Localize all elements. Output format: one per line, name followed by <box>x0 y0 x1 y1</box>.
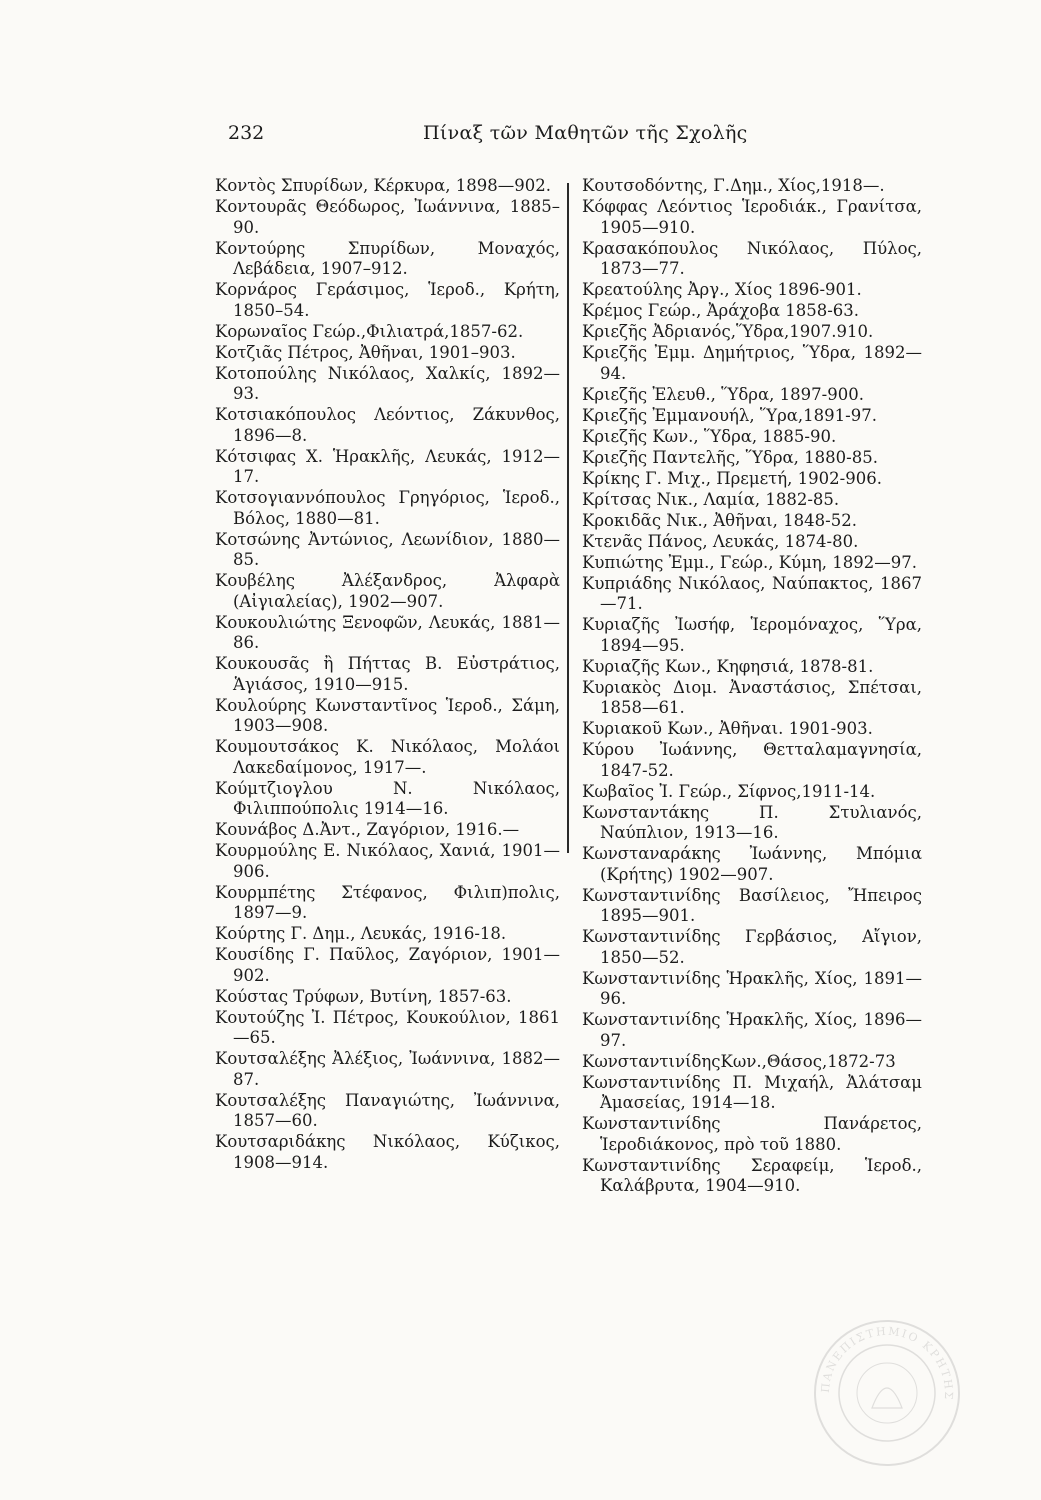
student-entry: Κωνσταντινίδης Ἡρακλῆς, Χίος, 1896—97. <box>582 1010 922 1050</box>
student-entry: Κυπριάδης Νικόλαος, Ναύπακτος, 1867—71. <box>582 573 922 613</box>
student-entry: ΚωνσταντινίδηςΚων.,Θάσος,1872-73 <box>582 1051 896 1071</box>
student-entry: Κριεζῆς Κων., Ὕδρα, 1885-90. <box>582 426 837 446</box>
student-entry: Κουρμπέτης Στέφανος, Φιλιπ)πολις, 1897—9. <box>215 882 560 922</box>
student-entry: Κριεζῆς Ἐλευθ., Ὕδρα, 1897-900. <box>582 384 864 404</box>
student-entry: Κουτσαλέξης Παναγιώτης, Ἰωάννινα, 1857—60. <box>215 1090 560 1130</box>
student-entry: Κουμουτσάκος Κ. Νικόλαος, Μολάοι Λακεδαίμονος, 1917—. <box>215 737 560 777</box>
student-entry: Κούρτης Γ. Δημ., Λευκάς, 1916-18. <box>215 924 507 943</box>
left-column <box>215 176 560 1174</box>
student-entry: Κουβέλης Ἀλέξανδρος, Ἀλφαρὰ (Αἰγιαλείας), 1902—907. <box>215 571 560 611</box>
student-entry: Κότσιφας Χ. Ἡρακλῆς, Λευκάς, 1912—17. <box>215 446 560 486</box>
student-entry: Κουκουσᾶς ἢ Πήττας Β. Εὐστράτιος, Ἁγιάσος, 1910—915. <box>215 654 560 694</box>
student-entry: Κριεζῆς Παντελῆς, Ὕδρα, 1880-85. <box>582 447 878 467</box>
svg-text:ΠΑΝΕΠΙΣΤΗΜΙΟ ΚΡΗΤΗΣ: ΠΑΝΕΠΙΣΤΗΜΙΟ ΚΡΗΤΗΣ <box>818 1324 956 1402</box>
student-entry: Κοτσογιαννόπουλος Γρηγόριος, Ἱεροδ., Βόλος, 1880—81. <box>215 488 560 528</box>
student-entry: Κωνσταντινίδης Γερβάσιος, Αἴγιον, 1850—52. <box>582 927 922 967</box>
student-entry: Κοτσιακόπουλος Λεόντιος, Ζάκυνθος, 1896—8. <box>215 405 560 445</box>
student-entry: Κωνσταντινίδης Πανάρετος, Ἱεροδιάκονος, πρὸ τοῦ 1880. <box>582 1114 922 1154</box>
student-entry: Κουκουλιώτης Ξενοφῶν, Λευκάς, 1881—86. <box>215 612 560 652</box>
student-entry: Κόφφας Λεόντιος Ἱεροδιάκ., Γρανίτσα, 1905—910. <box>582 197 922 237</box>
student-entry: Κοντουρᾶς Θεόδωρος, Ἰωάννινα, 1885–90. <box>215 197 560 237</box>
student-entry: Κουλούρης Κωνσταντῖνος Ἱεροδ., Σάμη, 1903—908. <box>215 695 560 735</box>
student-entry: Κουτσοδόντης, Γ.Δημ., Χίος,1918—. <box>582 176 885 195</box>
student-entry: Κούμτζιογλου Ν. Νικόλαος, Φιλιππούπολις 1914—16. <box>215 778 560 818</box>
student-entry: Κοντὸς Σπυρίδων, Κέρκυρα, 1898—902. <box>215 176 551 195</box>
student-entry: Κρίτσας Νικ., Λαμία, 1882-85. <box>582 489 840 509</box>
page-title: Πίναξ τῶν Μαθητῶν τῆς Σχολῆς <box>423 122 748 144</box>
student-entry: Κρεατούλης Ἀργ., Χίος 1896-901. <box>582 280 862 299</box>
student-entry: Κωνσταντάκης Π. Στυλιανός, Ναύπλιον, 1913—16. <box>582 802 922 842</box>
student-entry: Κοτζιᾶς Πέτρος, Ἀθῆναι, 1901–903. <box>215 342 516 362</box>
university-seal-stamp <box>812 1318 962 1468</box>
student-entry: Κοτσώνης Ἀντώνιος, Λεωνίδιον, 1880—85. <box>215 529 560 569</box>
student-entry: Κωνσταντινίδης Βασίλειος, Ἤπειρος 1895—901. <box>582 885 922 925</box>
student-entry: Κωβαῖος Ἰ. Γεώρ., Σίφνος,1911-14. <box>582 781 876 801</box>
student-entry: Κρασακόπουλος Νικόλαος, Πύλος, 1873—77. <box>582 238 922 278</box>
page-number: 232 <box>228 122 265 144</box>
right-column <box>582 176 922 1197</box>
student-entry: Κοτοπούλης Νικόλαος, Χαλκίς, 1892—93. <box>215 363 560 403</box>
student-entry: Κουνάβος Δ.Ἀντ., Ζαγόριον, 1916.— <box>215 820 520 839</box>
student-entry: Κωνσταναράκης Ἰωάννης, Μπόμια (Κρήτης) 1902—907. <box>582 844 922 884</box>
student-entry: Κουτσαλέξης Ἀλέξιος, Ἰωάννινα, 1882—87. <box>215 1049 560 1089</box>
student-entry: Κύρου Ἰωάννης, Θετταλαμαγνησία, 1847-52. <box>582 740 922 780</box>
student-entry: Κορωναῖος Γεώρ.,Φιλιατρά,1857-62. <box>215 321 524 341</box>
student-entry: Κούστας Τρύφων, Βυτίνη, 1857-63. <box>215 986 512 1006</box>
student-entry: Κριεζῆς Ἐμμ. Δημήτριος, Ὕδρα, 1892—94. <box>582 343 922 383</box>
student-entry: Κτενᾶς Πάνος, Λευκάς, 1874-80. <box>582 531 859 551</box>
page-header <box>228 122 748 152</box>
student-entry: Κωνσταντινίδης Σεραφείμ, Ἱεροδ., Καλάβρυτα, 1904—910. <box>582 1155 922 1195</box>
student-entry: Κορνάρος Γεράσιμος, Ἱεροδ., Κρήτη, 1850–54. <box>215 280 560 320</box>
column-divider <box>567 183 569 853</box>
student-entry: Κρίκης Γ. Μιχ., Πρεμετή, 1902-906. <box>582 468 882 488</box>
student-entry: Κωνσταντινίδης Ἡρακλῆς, Χίος, 1891—96. <box>582 968 922 1008</box>
student-entry: Κουρμούλης Ε. Νικόλαος, Χανιά, 1901—906. <box>215 841 560 881</box>
student-entry: Κοντούρης Σπυρίδων, Μοναχός, Λεβάδεια, 1907–912. <box>215 238 560 278</box>
student-entry: Κροκιδᾶς Νικ., Ἀθῆναι, 1848-52. <box>582 510 857 530</box>
student-entry: Κωνσταντινίδης Π. Μιχαήλ, Ἀλάτσαμ Ἀμασείας, 1914—18. <box>582 1072 922 1112</box>
student-entry: Κυριακὸς Διομ. Ἀναστάσιος, Σπέτσαι, 1858—61. <box>582 677 922 717</box>
student-entry: Κριεζῆς Ἐμμανουήλ, Ὕρα,1891-97. <box>582 405 877 425</box>
student-entry: Κουσίδης Γ. Παῦλος, Ζαγόριον, 1901—902. <box>215 945 560 985</box>
student-entry: Κυριακοῦ Κων., Ἀθῆναι. 1901-903. <box>582 719 873 738</box>
student-entry: Κυπιώτης Ἐμμ., Γεώρ., Κύμη, 1892—97. <box>582 552 917 572</box>
student-entry: Κριεζῆς Ἀδριανός,Ὕδρα,1907.910. <box>582 322 874 341</box>
student-entry: Κουτσαριδάκης Νικόλαος, Κύζικος, 1908—914. <box>215 1132 560 1172</box>
student-entry: Κυριαζῆς Κων., Κηφησιά, 1878-81. <box>582 656 874 676</box>
student-entry: Κρέμος Γεώρ., Ἀράχοβα 1858-63. <box>582 301 860 320</box>
student-entry: Κουτούζης Ἰ. Πέτρος, Κουκούλιον, 1861—65. <box>215 1007 560 1047</box>
student-entry: Κυριαζῆς Ἰωσήφ, Ἱερομόναχος, Ὕρα, 1894—95. <box>582 615 922 655</box>
